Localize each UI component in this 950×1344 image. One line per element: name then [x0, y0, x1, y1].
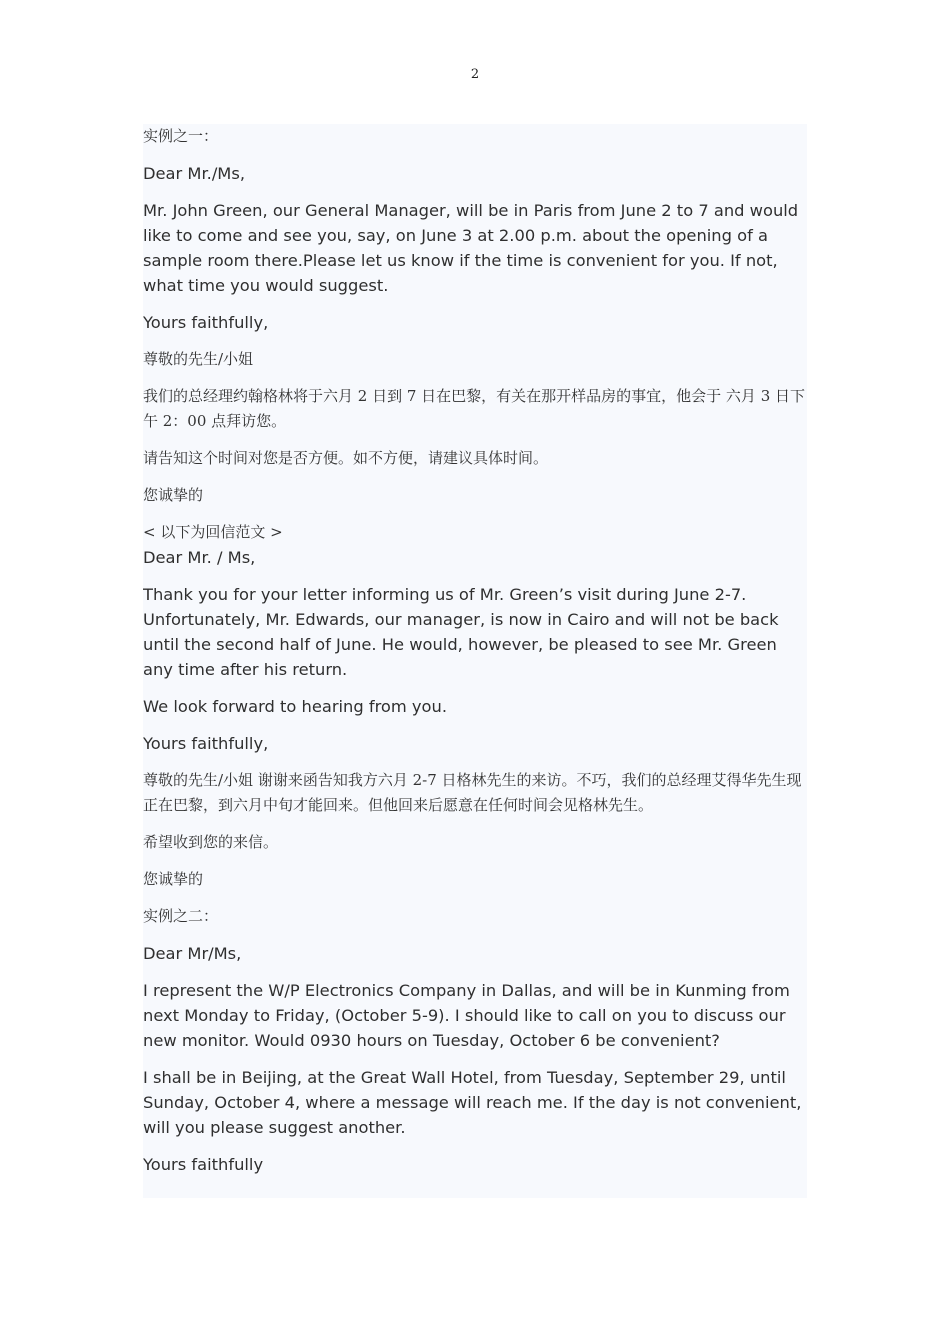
reply-closing: Yours faithfully,	[143, 734, 269, 753]
example-2-closing: Yours faithfully	[143, 1155, 264, 1174]
example-1-zh-closing: 您诚挚的	[143, 486, 204, 504]
example-2-body: I represent the W/P Electronics Company in Dallas, and will be in Kunming from next Monday to Friday, (October 5-9). I should like to call on you to discuss our new monitor. Would 0930 hours on Tuesday, October 6 be convenient?	[143, 981, 790, 1050]
reply-heading: < 以下为回信范文 >	[143, 523, 283, 541]
reply-salutation: Dear Mr. / Ms,	[143, 548, 256, 567]
example-1-body: Mr. John Green, our General Manager, will be in Paris from June 2 to 7 and would like to come and see you, say, on June 3 at 2.00 p.m. about the opening of a sample room there.Please let us know if the time is convenient for you. If not, what time you would suggest.	[143, 201, 799, 295]
reply-zh-body: 尊敬的先生/小姐 谢谢来函告知我方六月 2-7 日格林先生的来访。不巧，我们的总经理艾得华先生现正在巴黎，到六月中旬才能回来。但他回来后愿意在任何时间会见格林先生。	[143, 771, 802, 814]
example-1-closing: Yours faithfully,	[143, 313, 269, 332]
example-1-heading: 实例之一：	[143, 127, 219, 145]
example-1-zh-body: 我们的总经理约翰格林将于六月 2 日到 7 日在巴黎，有关在那开样品房的事宜，他会于 六月 3 日下午 2：00 点拜访您。	[143, 387, 806, 430]
example-1-salutation: Dear Mr./Ms,	[143, 164, 246, 183]
example-1-zh-body-2: 请告知这个时间对您是否方便。如不方便，请建议具体时间。	[143, 449, 549, 467]
example-1-zh-salutation: 尊敬的先生/小姐	[143, 350, 254, 368]
letter-content	[143, 124, 807, 1198]
example-2-salutation: Dear Mr/Ms,	[143, 944, 242, 963]
reply-body: Thank you for your letter informing us of Mr. Green’s visit during June 2-7. Unfortunately, Mr. Edwards, our manager, is now in Cairo and will not be back until the second half of June. He would, however, be pleased to see Mr. Green any time after his return.	[143, 585, 779, 679]
reply-zh-look-forward: 希望收到您的来信。	[143, 833, 279, 851]
reply-zh-closing: 您诚挚的	[143, 870, 204, 888]
page-number: 2	[470, 67, 480, 82]
example-2-heading: 实例之二：	[143, 907, 219, 925]
reply-look-forward: We look forward to hearing from you.	[143, 697, 448, 716]
example-2-body-2: I shall be in Beijing, at the Great Wall Hotel, from Tuesday, September 29, until Sunday, October 4, where a message will reach me. If the day is not convenient, will you please suggest another.	[143, 1068, 802, 1137]
